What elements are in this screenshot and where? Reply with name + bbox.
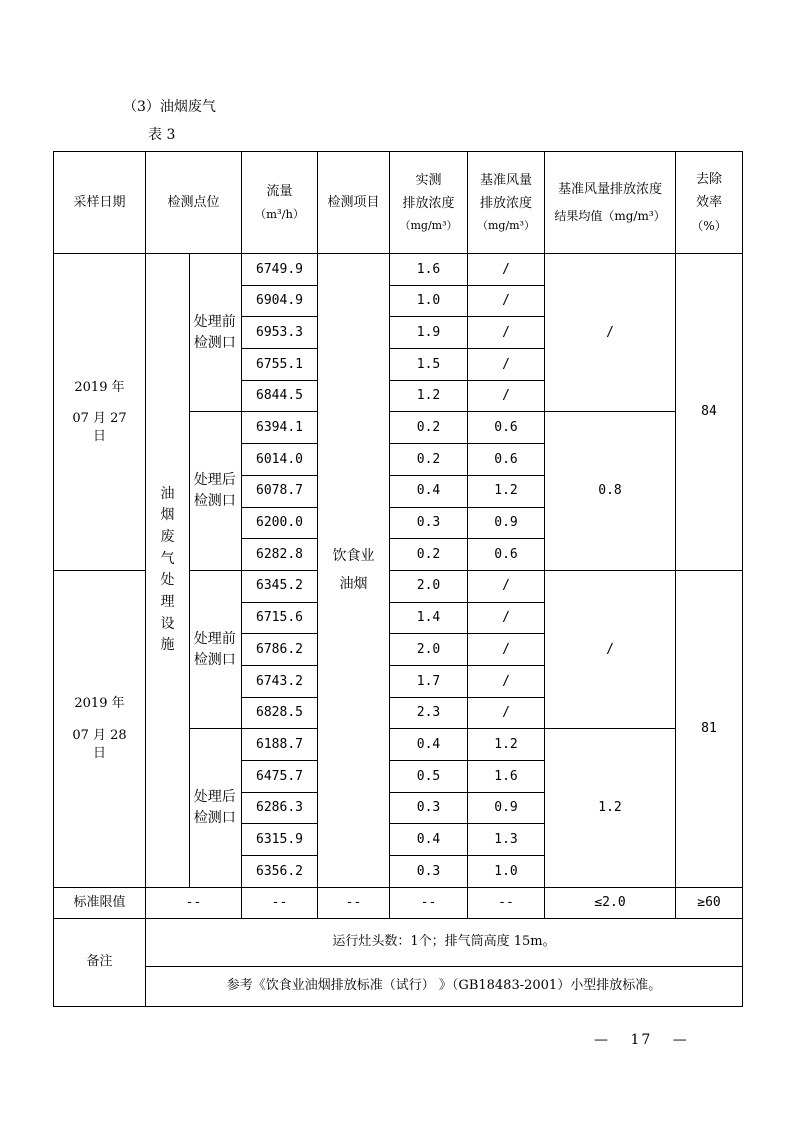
measured-concentration: 0.4 — [390, 824, 468, 856]
baseline-concentration: 1.2 — [468, 729, 545, 761]
average-concentration: / — [545, 254, 676, 412]
flow-value: 6286.3 — [242, 792, 318, 824]
monitoring-point-text: 处理后检测口 — [193, 789, 236, 827]
header-removal-line2: 效率 — [695, 195, 722, 211]
baseline-concentration: / — [468, 665, 545, 697]
table-label: 表 3 — [148, 127, 176, 143]
header-measured-line1: 实测 — [415, 172, 442, 188]
standard-limit-row — [54, 887, 743, 918]
facility-name-text: 油烟废气处理设施 — [160, 485, 175, 654]
limit-point: -- — [146, 887, 242, 918]
header-row — [54, 152, 743, 254]
removal-efficiency: 84 — [676, 254, 743, 571]
date-day: 日 — [92, 745, 106, 761]
header-baseline-line1: 基准风量 — [479, 172, 532, 188]
section-title: （3）油烟废气 — [123, 99, 216, 115]
average-concentration: 1.2 — [545, 729, 676, 887]
page-number-value: 17 — [630, 1032, 653, 1048]
header-avg-line1: 基准风量排放浓度 — [557, 181, 662, 197]
baseline-concentration: 0.6 — [468, 444, 545, 476]
header-date: 采样日期 — [54, 152, 146, 254]
measured-concentration: 1.7 — [390, 665, 468, 697]
flow-value: 6345.2 — [242, 570, 318, 602]
header-avg — [545, 152, 676, 254]
baseline-concentration: / — [468, 254, 545, 286]
header-measured-line3: （mg/m³） — [399, 218, 458, 232]
flow-value: 6200.0 — [242, 507, 318, 539]
flow-value: 6749.9 — [242, 254, 318, 286]
flow-value: 6828.5 — [242, 697, 318, 729]
flow-value: 6715.6 — [242, 602, 318, 634]
header-flow — [242, 152, 318, 254]
header-baseline-line3: （mg/m³） — [476, 218, 536, 232]
header-avg-line2: 结果均值（mg/m³） — [554, 209, 666, 224]
removal-efficiency: 81 — [676, 570, 743, 887]
measured-concentration: 0.2 — [390, 444, 468, 476]
date-day: 日 — [92, 428, 106, 444]
flow-value: 6394.1 — [242, 412, 318, 444]
limit-avg: ≤2.0 — [545, 887, 676, 918]
header-measured — [390, 152, 468, 254]
monitoring-point — [190, 570, 242, 728]
remarks-row — [54, 966, 743, 1006]
baseline-concentration: / — [468, 634, 545, 666]
measured-concentration: 0.2 — [390, 539, 468, 571]
remarks-line-1: 运行灶头数：1个；排气筒高度 15m。 — [146, 918, 743, 966]
measured-concentration: 0.3 — [390, 856, 468, 888]
baseline-concentration: / — [468, 570, 545, 602]
measured-concentration: 2.0 — [390, 570, 468, 602]
baseline-concentration: / — [468, 285, 545, 317]
baseline-concentration: 1.6 — [468, 761, 545, 793]
measured-concentration: 2.3 — [390, 697, 468, 729]
baseline-concentration: / — [468, 602, 545, 634]
header-measured-line2: 排放浓度 — [402, 196, 455, 212]
monitoring-point — [190, 254, 242, 412]
flow-value: 6953.3 — [242, 317, 318, 349]
flow-value: 6844.5 — [242, 380, 318, 412]
header-removal-line3: （%） — [691, 218, 727, 233]
measured-concentration: 0.2 — [390, 412, 468, 444]
page-number — [594, 1032, 689, 1048]
baseline-concentration: 1.3 — [468, 824, 545, 856]
flow-value: 6356.2 — [242, 856, 318, 888]
header-removal-line1: 去除 — [695, 171, 722, 187]
test-item-text: 饮食业油烟 — [332, 548, 375, 593]
page-dash-left: — — [594, 1032, 610, 1048]
flow-value: 6475.7 — [242, 761, 318, 793]
header-baseline-line2: 排放浓度 — [479, 196, 532, 212]
measured-concentration: 0.4 — [390, 729, 468, 761]
remarks-label: 备注 — [54, 918, 146, 1006]
measured-concentration: 1.9 — [390, 317, 468, 349]
header-baseline — [468, 152, 545, 254]
flow-value: 6188.7 — [242, 729, 318, 761]
flow-value: 6014.0 — [242, 444, 318, 476]
baseline-concentration: 0.6 — [468, 539, 545, 571]
flow-value: 6755.1 — [242, 349, 318, 381]
measured-concentration: 1.2 — [390, 380, 468, 412]
limit-measured: -- — [390, 887, 468, 918]
date-month-day: 07 月 27 — [72, 411, 127, 427]
average-concentration: / — [545, 570, 676, 728]
limit-flow: -- — [242, 887, 318, 918]
baseline-concentration: 1.2 — [468, 475, 545, 507]
baseline-concentration: / — [468, 317, 545, 349]
header-removal — [676, 152, 743, 254]
measured-concentration: 1.6 — [390, 254, 468, 286]
limit-item: -- — [318, 887, 390, 918]
flow-value: 6078.7 — [242, 475, 318, 507]
sampling-date — [54, 570, 146, 887]
baseline-concentration: 1.0 — [468, 856, 545, 888]
flow-value: 6743.2 — [242, 665, 318, 697]
header-point: 检测点位 — [146, 152, 242, 254]
sampling-date — [54, 254, 146, 571]
baseline-concentration: / — [468, 349, 545, 381]
baseline-concentration: / — [468, 380, 545, 412]
header-item: 检测项目 — [318, 152, 390, 254]
monitoring-point — [190, 412, 242, 570]
baseline-concentration: 0.9 — [468, 792, 545, 824]
date-year: 2019 年 — [74, 379, 125, 395]
flow-value: 6315.9 — [242, 824, 318, 856]
flow-value: 6786.2 — [242, 634, 318, 666]
monitoring-point-text: 处理后检测口 — [193, 472, 236, 510]
header-flow-line2: （m³/h） — [254, 206, 305, 221]
remarks-line-2: 参考《饮食业油烟排放标准（试行） 》（GB18483-2001）小型排放标准。 — [146, 966, 743, 1006]
baseline-concentration: / — [468, 697, 545, 729]
remarks-row — [54, 918, 743, 966]
measured-concentration: 0.4 — [390, 475, 468, 507]
test-item — [318, 254, 390, 888]
measured-concentration: 0.5 — [390, 761, 468, 793]
measured-concentration: 1.5 — [390, 349, 468, 381]
monitoring-point — [190, 729, 242, 887]
oil-fume-table — [53, 151, 743, 1007]
baseline-concentration: 0.6 — [468, 412, 545, 444]
limit-baseline: -- — [468, 887, 545, 918]
facility-name — [146, 254, 190, 888]
limit-removal: ≥60 — [676, 887, 743, 918]
table-row — [54, 254, 743, 286]
page-dash-right: — — [672, 1032, 689, 1048]
flow-value: 6282.8 — [242, 539, 318, 571]
measured-concentration: 0.3 — [390, 507, 468, 539]
flow-value: 6904.9 — [242, 285, 318, 317]
average-concentration: 0.8 — [545, 412, 676, 570]
monitoring-point-text: 处理前检测口 — [193, 313, 236, 351]
limit-label: 标准限值 — [54, 887, 146, 918]
measured-concentration: 2.0 — [390, 634, 468, 666]
header-flow-line1: 流量 — [266, 183, 293, 199]
date-month-day: 07 月 28 — [72, 728, 127, 744]
measured-concentration: 1.4 — [390, 602, 468, 634]
measured-concentration: 0.3 — [390, 792, 468, 824]
baseline-concentration: 0.9 — [468, 507, 545, 539]
date-year: 2019 年 — [74, 696, 125, 712]
monitoring-point-text: 处理前检测口 — [193, 630, 236, 668]
measured-concentration: 1.0 — [390, 285, 468, 317]
